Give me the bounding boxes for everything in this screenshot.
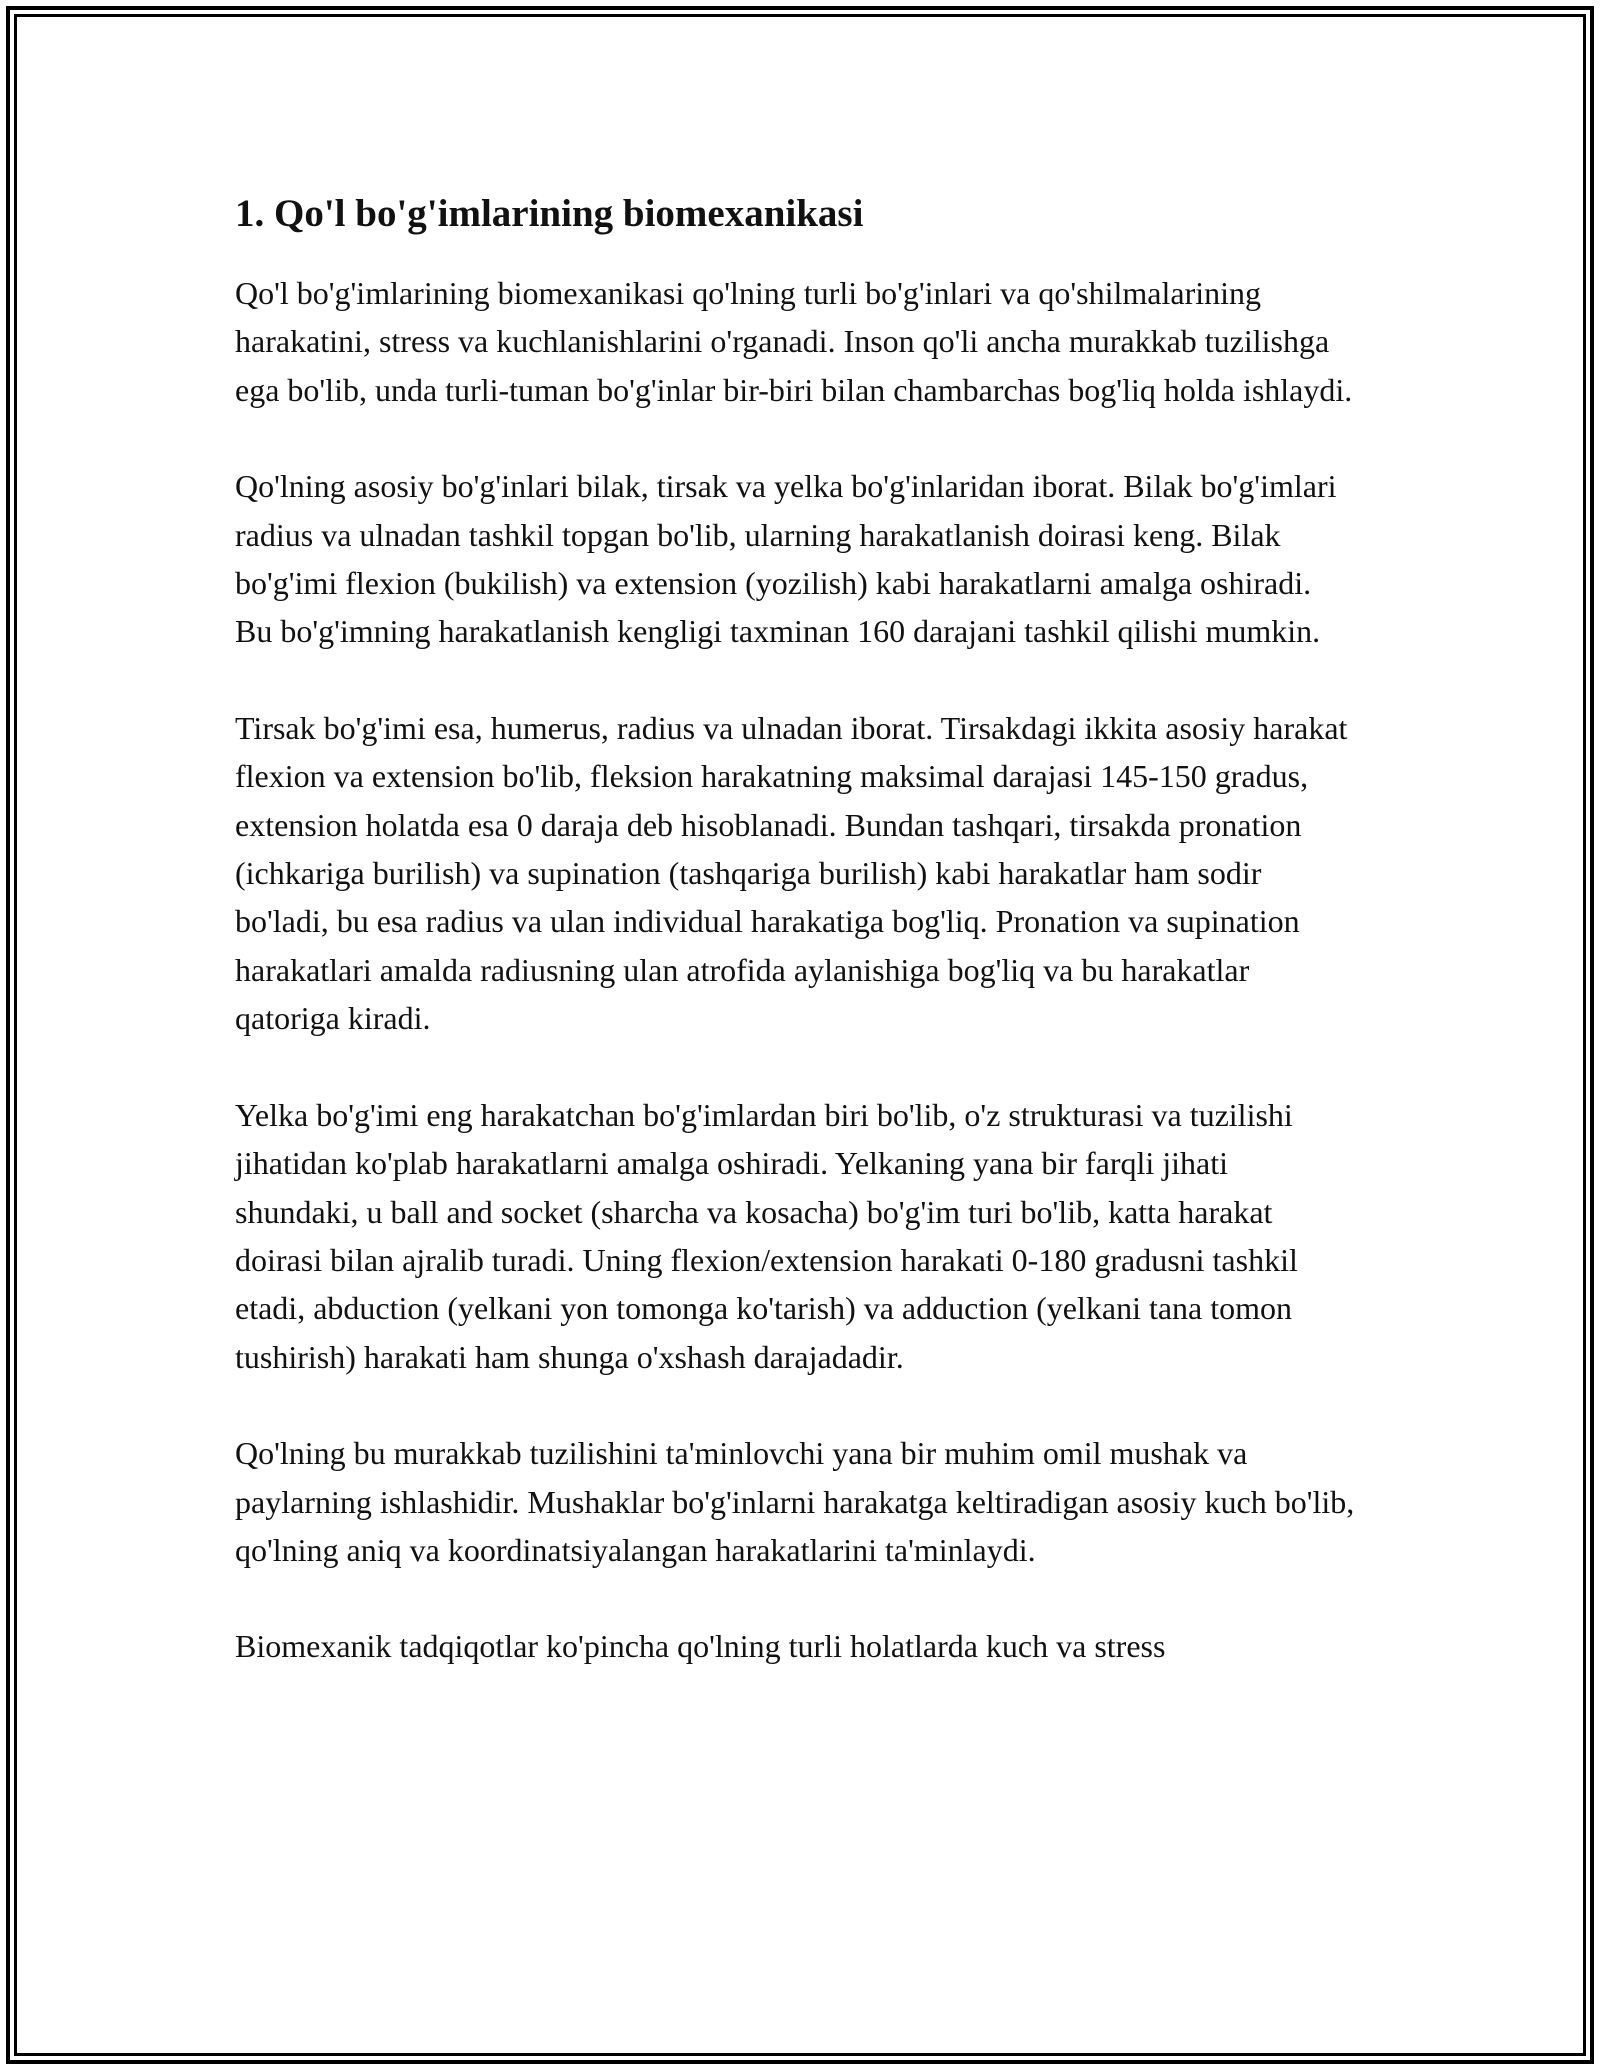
paragraph-elbow: Tirsak bo'g'imi esa, humerus, radius va ulnadan iborat. Tirsakdagi ikkita asosiy harakat flexion va extension bo'lib, fleksion harakatning maksimal darajasi 145-150 gradus, extension holatda esa 0 daraja deb hisoblanadi. Bundan tashqari, tirsakda pronation (ichkariga burilish) va supination (tashqariga burilish) kabi harakatlar ham sodir bo'ladi, bu esa radius va ulan individual harakatiga bog'liq. Pronation va supination harakatlari amalda radiusning ulan atrofida aylanishiga bog'liq va bu harakatlar qatoriga kiradi. bbox=[235, 709, 1348, 1037]
document-body bbox=[235, 187, 1355, 1719]
paragraph-main-joints: Qo'lning asosiy bo'g'inlari bilak, tirsak va yelka bo'g'inlaridan iborat. Bilak bo'g'imlari radius va ulnadan tashkil topgan bo'lib, ularning harakatlanish doirasi keng. Bilak bo'g'imi flexion (bukilish) va extension (yozilish) kabi harakatlarni amalga oshiradi. Bu bo'g'imning harakatlanish kengligi taxminan 160 darajani tashkil qilishi mumkin. bbox=[235, 468, 1337, 650]
paragraph-intro: Qo'l bo'g'imlarining biomexanikasi qo'lning turli bo'g'inlari va qo'shilmalarining harakatini, stress va kuchlanishlarini o'rganadi. Inson qo'li ancha murakkab tuzilishga ega bo'lib, unda turli-tuman bo'g'inlar bir-biri bilan chambarchas bog'liq holda ishlaydi. bbox=[235, 275, 1353, 408]
section-heading: 1. Qo'l bo'g'imlarining biomexanikasi bbox=[235, 192, 864, 235]
paragraph-research: Biomexanik tadqiqotlar ko'pincha qo'lning turli holatlarda kuch va stress bbox=[235, 1628, 1166, 1665]
paragraph-muscles: Qo'lning bu murakkab tuzilishini ta'minlovchi yana bir muhim omil mushak va paylarning ishlashidir. Mushaklar bo'g'inlarni harakatga keltiradigan asosiy kuch bo'lib, qo'lning aniq va koordinatsiyalangan harakatlarini ta'minlaydi. bbox=[235, 1435, 1355, 1568]
paragraph-shoulder: Yelka bo'g'imi eng harakatchan bo'g'imlardan biri bo'lib, o'z strukturasi va tuzilishi jihatidan ko'plab harakatlarni amalga oshiradi. Yelkaning yana bir farqli jihati shundaki, u ball and socket (sharcha va kosacha) bo'g'im turi bo'lib, katta harakat doirasi bilan ajralib turadi. Uning flexion/extension harakati 0-180 gradusni tashkil etadi, abduction (yelkani yon tomonga ko'tarish) va adduction (yelkani tana tomon tushirish) harakati ham shunga o'xshash darajadadir. bbox=[235, 1096, 1298, 1375]
